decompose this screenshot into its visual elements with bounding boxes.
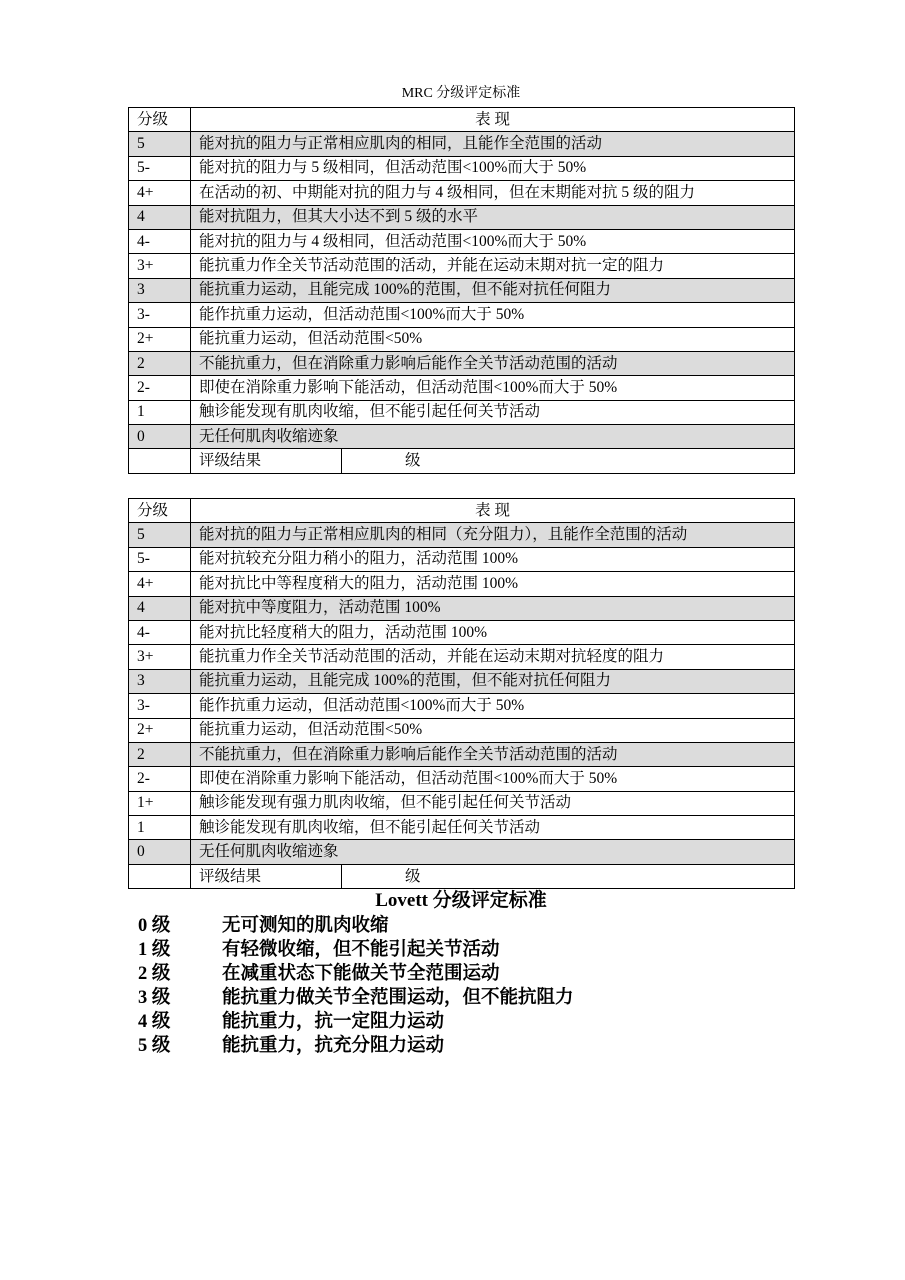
table-row <box>129 229 795 253</box>
table-row <box>129 718 795 742</box>
description-cell: 不能抗重力，但在消除重力影响后能作全关节活动范围的活动 <box>191 742 795 766</box>
table-row <box>129 156 795 180</box>
table-row <box>129 694 795 718</box>
table-row <box>129 791 795 815</box>
table-header-row <box>129 108 795 132</box>
table-row <box>129 205 795 229</box>
lovett-description: 能抗重力做关节全范围运动，但不能抗阻力 <box>222 988 574 1008</box>
lovett-level: 2 级 <box>138 964 171 984</box>
lovett-list <box>138 914 778 1058</box>
grade-cell: 3+ <box>129 645 191 669</box>
mrc2-table-body <box>129 499 795 889</box>
grade-cell: 5 <box>129 523 191 547</box>
description-cell: 能作抗重力运动，但活动范围<100%而大于 50% <box>191 303 795 327</box>
table-row <box>129 181 795 205</box>
description-cell: 能抗重力运动，但活动范围<50% <box>191 718 795 742</box>
table-row <box>129 669 795 693</box>
description-cell: 能抗重力运动，且能完成 100%的范围，但不能对抗任何阻力 <box>191 669 795 693</box>
description-cell: 能对抗的阻力与正常相应肌肉的相同（充分阻力），且能作全范围的活动 <box>191 523 795 547</box>
table-row <box>129 840 795 864</box>
result-row <box>129 864 795 888</box>
lovett-row <box>138 1034 778 1058</box>
description-cell: 触诊能发现有肌肉收缩，但不能引起任何关节活动 <box>191 400 795 424</box>
lovett-description: 有轻微收缩，但不能引起关节活动 <box>222 940 500 960</box>
grade-cell: 0 <box>129 425 191 449</box>
lovett-level: 0 级 <box>138 916 171 936</box>
lovett-row <box>138 962 778 986</box>
grade-cell: 5- <box>129 156 191 180</box>
grade-cell: 2 <box>129 351 191 375</box>
result-empty-cell <box>129 449 191 473</box>
lovett-row <box>138 1010 778 1034</box>
lovett-level: 4 级 <box>138 1012 171 1032</box>
description-cell: 不能抗重力，但在消除重力影响后能作全关节活动范围的活动 <box>191 351 795 375</box>
description-cell: 能对抗的阻力与 5 级相同，但活动范围<100%而大于 50% <box>191 156 795 180</box>
header-desc: 表 现 <box>191 499 795 523</box>
grade-cell: 5- <box>129 547 191 571</box>
grade-cell: 2+ <box>129 718 191 742</box>
grade-cell: 3 <box>129 669 191 693</box>
table-row <box>129 572 795 596</box>
table-row <box>129 376 795 400</box>
header-grade: 分级 <box>129 108 191 132</box>
lovett-row <box>138 986 778 1010</box>
description-cell: 能抗重力作全关节活动范围的活动，并能在运动末期对抗轻度的阻力 <box>191 645 795 669</box>
lovett-level: 5 级 <box>138 1036 171 1056</box>
description-cell: 在活动的初、中期能对抗的阻力与 4 级相同，但在末期能对抗 5 级的阻力 <box>191 181 795 205</box>
table-row <box>129 351 795 375</box>
table-header-row <box>129 499 795 523</box>
grade-cell: 0 <box>129 840 191 864</box>
table-row <box>129 742 795 766</box>
lovett-description: 能抗重力，抗充分阻力运动 <box>222 1036 445 1056</box>
description-cell: 能对抗中等度阻力，活动范围 100% <box>191 596 795 620</box>
lovett-row <box>138 938 778 962</box>
table-row <box>129 620 795 644</box>
table-row <box>129 254 795 278</box>
description-cell: 能作抗重力运动，但活动范围<100%而大于 50% <box>191 694 795 718</box>
description-cell: 能抗重力运动，且能完成 100%的范围，但不能对抗任何阻力 <box>191 278 795 302</box>
table-row <box>129 816 795 840</box>
grade-cell: 3- <box>129 303 191 327</box>
mrc-table-caption: MRC 分级评定标准 <box>401 86 521 101</box>
description-cell: 能对抗的阻力与 4 级相同，但活动范围<100%而大于 50% <box>191 229 795 253</box>
description-cell: 能对抗比轻度稍大的阻力，活动范围 100% <box>191 620 795 644</box>
grade-cell: 3 <box>129 278 191 302</box>
description-cell: 能抗重力运动，但活动范围<50% <box>191 327 795 351</box>
grade-cell: 4- <box>129 229 191 253</box>
lovett-description: 无可测知的肌肉收缩 <box>222 916 389 936</box>
lovett-description: 能抗重力，抗一定阻力运动 <box>222 1012 445 1032</box>
table-row <box>129 327 795 351</box>
mrc-grading-table-detailed <box>128 498 795 889</box>
result-value-field[interactable]: 级 <box>342 449 795 473</box>
lovett-row <box>138 914 778 938</box>
header-grade: 分级 <box>129 499 191 523</box>
result-label: 评级结果 <box>191 449 342 473</box>
grade-cell: 4 <box>129 205 191 229</box>
lovett-description: 在减重状态下能做关节全范围运动 <box>222 964 500 984</box>
description-cell: 能对抗较充分阻力稍小的阻力，活动范围 100% <box>191 547 795 571</box>
grade-cell: 1 <box>129 816 191 840</box>
description-cell: 触诊能发现有肌肉收缩，但不能引起任何关节活动 <box>191 816 795 840</box>
grade-cell: 2- <box>129 767 191 791</box>
grade-cell: 5 <box>129 132 191 156</box>
table-row <box>129 547 795 571</box>
grade-cell: 2- <box>129 376 191 400</box>
result-label: 评级结果 <box>191 864 342 888</box>
table-row <box>129 425 795 449</box>
mrc-grading-table <box>128 107 795 474</box>
result-row <box>129 449 795 473</box>
grade-cell: 2+ <box>129 327 191 351</box>
mrc-table-body <box>129 108 795 474</box>
result-value-field[interactable]: 级 <box>342 864 795 888</box>
lovett-level: 1 级 <box>138 940 171 960</box>
grade-cell: 2 <box>129 742 191 766</box>
grade-cell: 4 <box>129 596 191 620</box>
grade-cell: 1 <box>129 400 191 424</box>
table-row <box>129 596 795 620</box>
description-cell: 即使在消除重力影响下能活动，但活动范围<100%而大于 50% <box>191 376 795 400</box>
description-cell: 无任何肌肉收缩迹象 <box>191 425 795 449</box>
description-cell: 能对抗比中等程度稍大的阻力，活动范围 100% <box>191 572 795 596</box>
lovett-title: Lovett 分级评定标准 <box>375 890 547 911</box>
grade-cell: 1+ <box>129 791 191 815</box>
result-empty-cell <box>129 864 191 888</box>
lovett-level: 3 级 <box>138 988 171 1008</box>
header-desc: 表 现 <box>191 108 795 132</box>
grade-cell: 4- <box>129 620 191 644</box>
description-cell: 触诊能发现有强力肌肉收缩，但不能引起任何关节活动 <box>191 791 795 815</box>
table-row <box>129 767 795 791</box>
table-row <box>129 523 795 547</box>
table-row <box>129 132 795 156</box>
table-row <box>129 400 795 424</box>
grade-cell: 3+ <box>129 254 191 278</box>
table-row <box>129 645 795 669</box>
table-row <box>129 303 795 327</box>
grade-cell: 4+ <box>129 181 191 205</box>
table-row <box>129 278 795 302</box>
description-cell: 无任何肌肉收缩迹象 <box>191 840 795 864</box>
grade-cell: 4+ <box>129 572 191 596</box>
description-cell: 即使在消除重力影响下能活动，但活动范围<100%而大于 50% <box>191 767 795 791</box>
grade-cell: 3- <box>129 694 191 718</box>
description-cell: 能对抗阻力，但其大小达不到 5 级的水平 <box>191 205 795 229</box>
description-cell: 能抗重力作全关节活动范围的活动，并能在运动末期对抗一定的阻力 <box>191 254 795 278</box>
description-cell: 能对抗的阻力与正常相应肌肉的相同，且能作全范围的活动 <box>191 132 795 156</box>
